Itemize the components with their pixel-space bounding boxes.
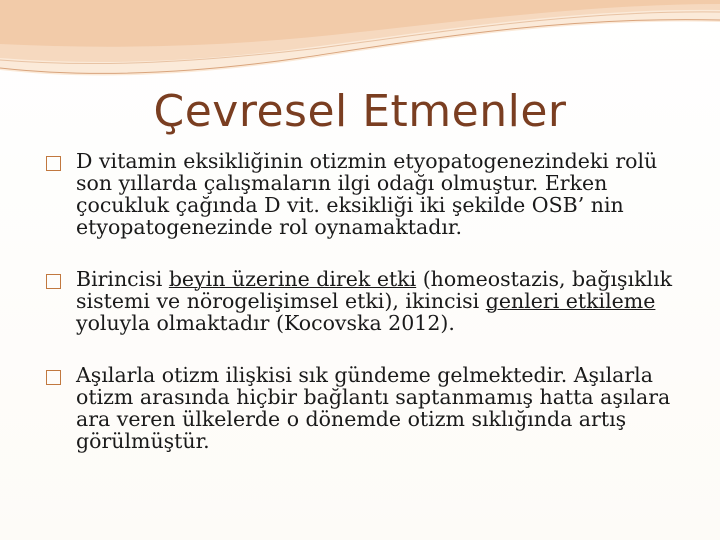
underlined-phrase: genleri etkileme xyxy=(485,289,656,313)
bullet-item-vaccines xyxy=(44,364,684,452)
checkbox-bullet-icon xyxy=(46,370,61,385)
checkbox-bullet-icon xyxy=(46,274,61,289)
bullet-text-part: Birincisi xyxy=(76,267,169,291)
bullet-item-vitamin-d xyxy=(44,150,684,238)
underlined-phrase: beyin üzerine direk etki xyxy=(168,267,417,291)
bullet-text-part: yoluyla olmaktadır (Kocovska 2012). xyxy=(76,311,455,335)
slide-title: Çevresel Etmenler xyxy=(153,86,567,137)
bullet-text-part: (homeostazis, bağışıklık sistemi ve nörogelişimsel etki), ikincisi xyxy=(76,267,673,313)
bullet-item-mechanisms xyxy=(44,268,684,334)
decorative-wave-header xyxy=(0,0,720,90)
bullet-list xyxy=(44,150,684,482)
bullet-text: Aşılarla otizm ilişkisi sık gündeme gelmektedir. Aşılarla otizm arasında hiçbir bağlantı saptanmamış hatta aşılara ara veren ülkelerde o dönemde otizm sıklığında artış görülmüştür. xyxy=(76,363,671,453)
bullet-text: D vitamin eksikliğinin otizmin etyopatogenezindeki rolü son yıllarda çalışmaların ilgi odağı olmuştur. Erken çocukluk çağında D vit. eksikliği iki şekilde OSB’ nin etyopatogenezinde rol oynamaktadır. xyxy=(76,149,658,239)
checkbox-bullet-icon xyxy=(46,156,61,171)
